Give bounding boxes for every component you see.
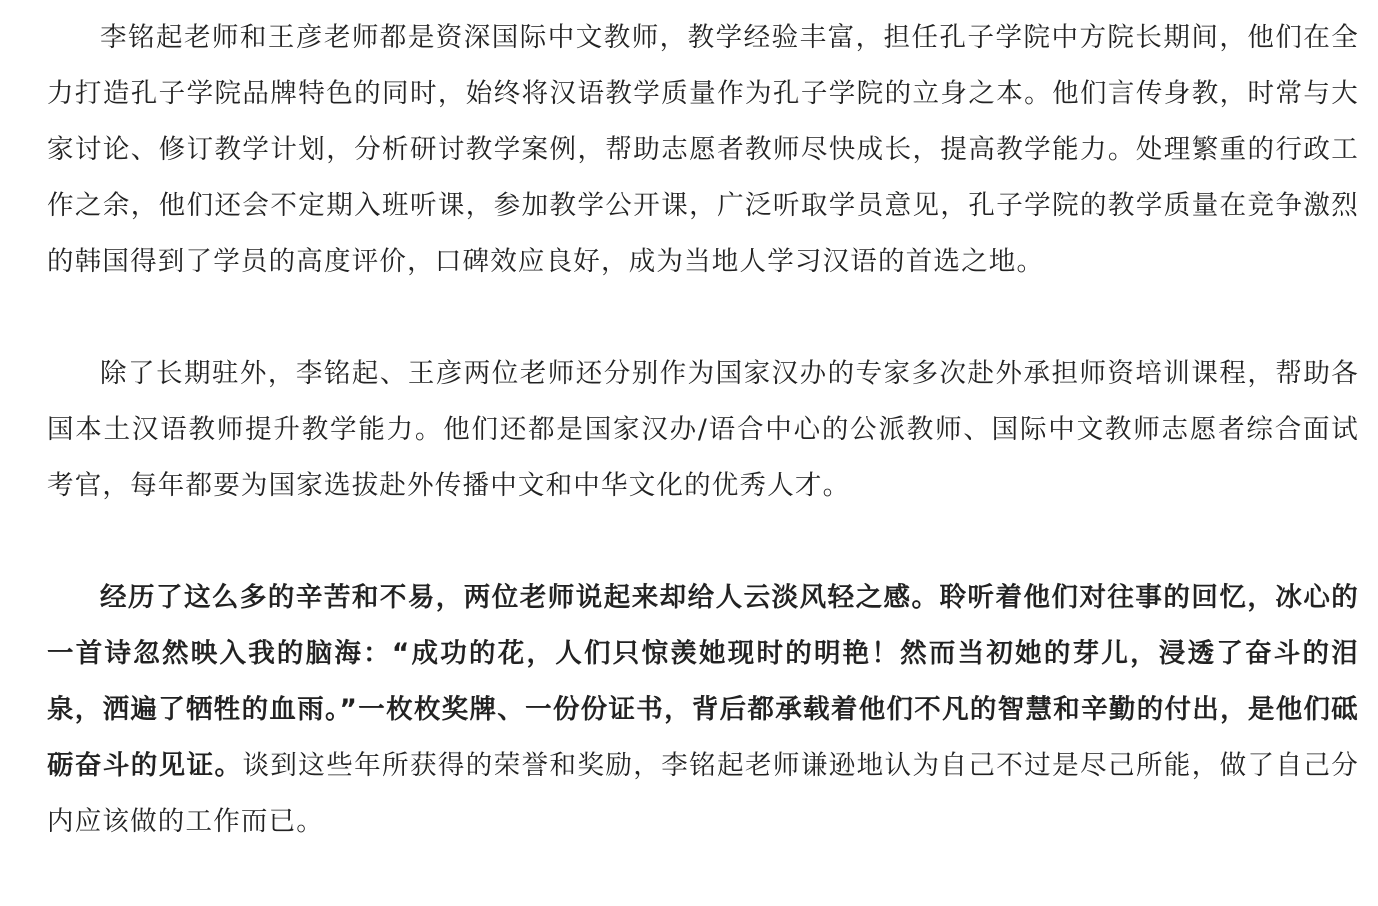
paragraph-2: 除了长期驻外，李铭起、王彦两位老师还分别作为国家汉办的专家多次赴外承担师资培训课程，帮助各国本土汉语教师提升教学能力。他们还都是国家汉办/语合中心的公派教师、国际中文教师志愿者综合面试考官，每年都要为国家选拔赴外传播中文和中华文化的优秀人才。: [47, 358, 1359, 501]
paragraph-3-regular-text: 谈到这些年所获得的荣誉和奖励，李铭起老师谦逊地认为自己不过是尽己所能，做了自己分内应该做的工作而已。: [47, 750, 1359, 837]
paragraph-1: 李铭起老师和王彦老师都是资深国际中文教师，教学经验丰富，担任孔子学院中方院长期间，他们在全力打造孔子学院品牌特色的同时，始终将汉语教学质量作为孔子学院的立身之本。他们言传身教，时常与大家讨论、修订教学计划，分析研讨教学案例，帮助志愿者教师尽快成长，提高教学能力。处理繁重的行政工作之余，他们还会不定期入班听课，参加教学公开课，广泛听取学员意见，孔子学院的教学质量在竞争激烈的韩国得到了学员的高度评价，口碑效应良好，成为当地人学习汉语的首选之地。: [47, 22, 1359, 277]
paragraph-3-bold-text: 经历了这么多的辛苦和不易，两位老师说起来却给人云淡风轻之感。聆听着他们对往事的回忆，冰心的一首诗忽然映入我的脑海：“成功的花，人们只惊羡她现时的明艳！然而当初她的芽儿，浸透了奋斗的泪泉，洒遍了牺牲的血雨。”一枚枚奖牌、一份份证书，背后都承载着他们不凡的智慧和辛勤的付出，是他们砥砺奋斗的见证。: [47, 582, 1359, 781]
article-body: [47, 10, 1359, 850]
paragraph-3: [47, 570, 1359, 850]
